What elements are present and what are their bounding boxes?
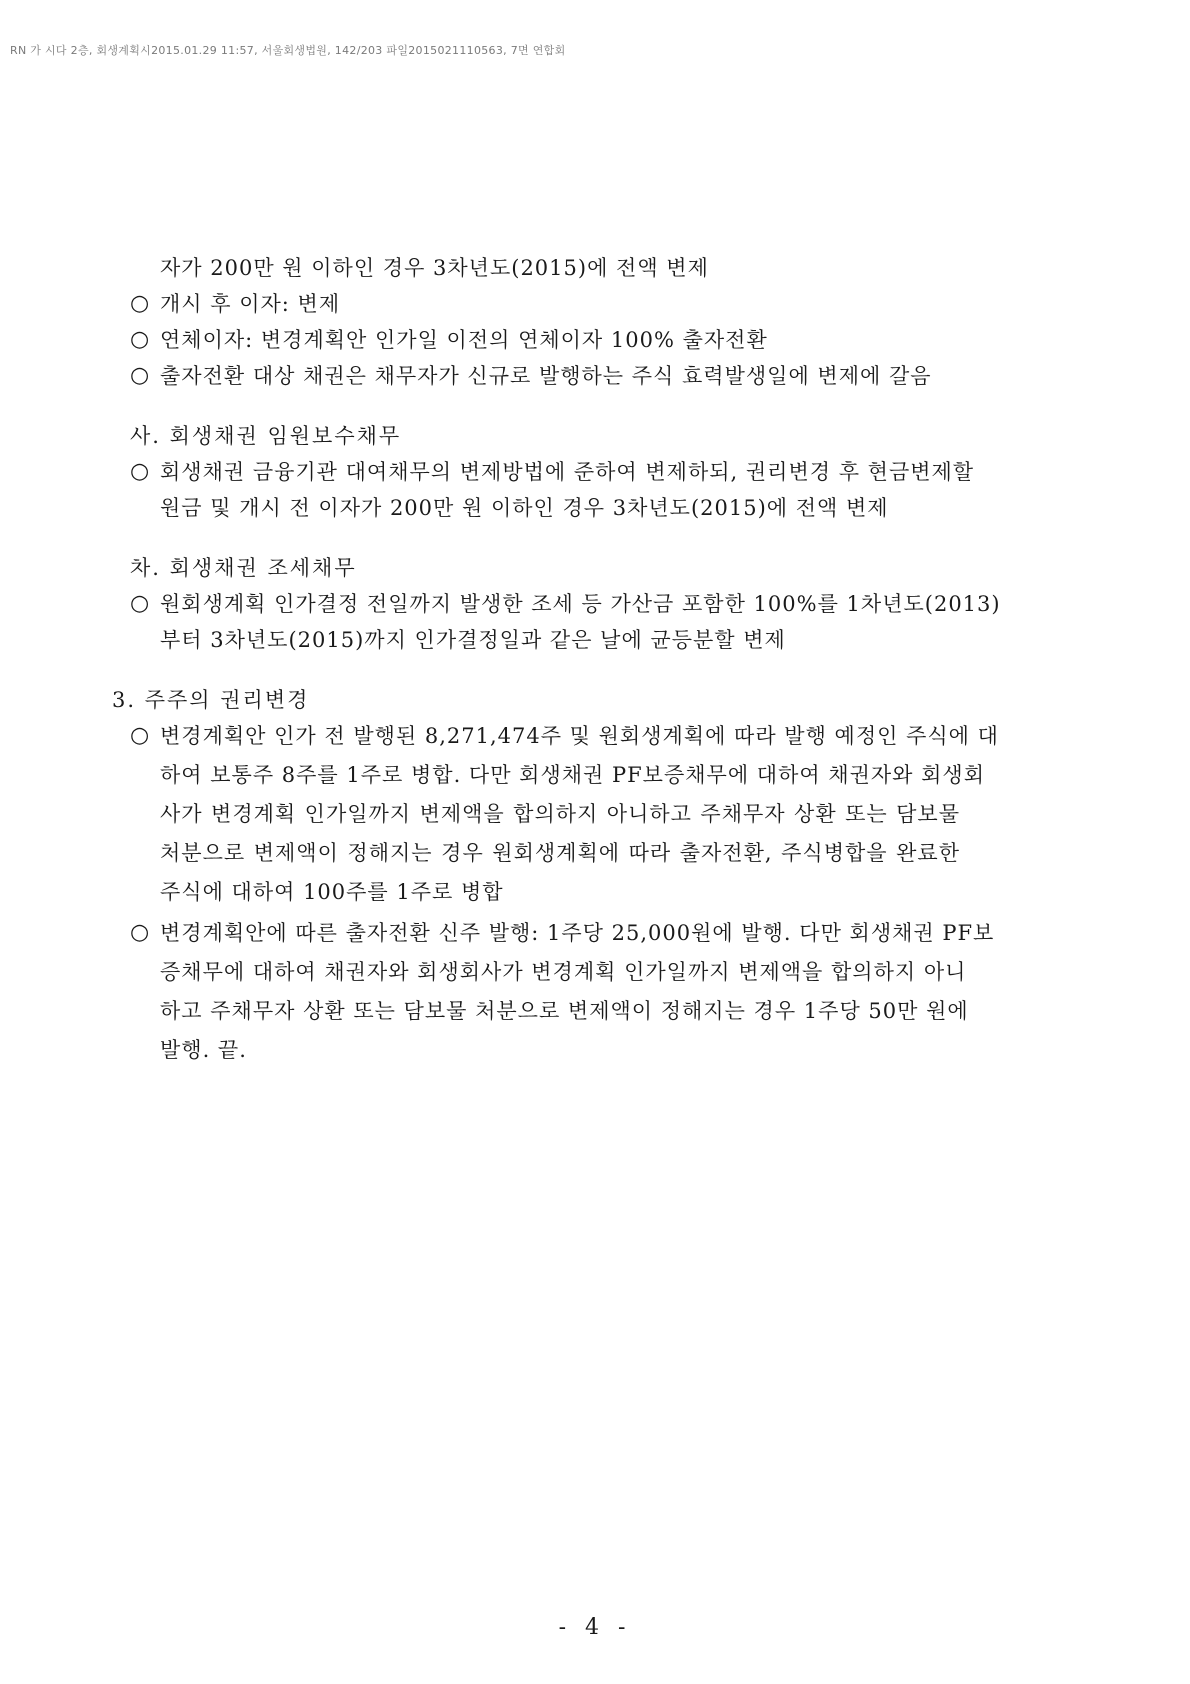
fax-transmission-header: RN 가 시다 2층, 회생계획시2015.01.29 11:57, 서울회생법원, 142/203 파일2015021110563, 7면 연합회 [10, 44, 566, 57]
bullet-circle-icon: ○ [130, 459, 150, 484]
section-3-bullet1-line-5: 주식에 대하여 100주를 1주로 병합 [160, 880, 504, 904]
section-3-bullet2-line-4: 발행. 끝. [160, 1038, 247, 1062]
section-sa-line-2: 원금 및 개시 전 이자가 200만 원 이하인 경우 3차년도(2015)에 전액 변제 [160, 496, 889, 520]
section-title-tax-obligations: 차. 회생채권 조세채무 [130, 556, 357, 580]
section-title-officer-compensation: 사. 회생채권 임원보수채무 [130, 424, 402, 448]
bullet-circle-icon: ○ [130, 363, 150, 388]
section-3-bullet2-line-2: 증채무에 대하여 채권자와 회생회사가 변경계획 인가일까지 변제액을 합의하지 아니 [160, 960, 967, 984]
bullet-item-post-interest: 개시 후 이자: 변제 [160, 292, 341, 316]
section-3-bullet1-line-1: 변경계획안 인가 전 발행된 8,271,474주 및 원회생계획에 따라 발행 예정인 주식에 대 [160, 724, 999, 748]
section-3-bullet2-line-3: 하고 주채무자 상환 또는 담보물 처분으로 변제액이 정해지는 경우 1주당 50만 원에 [160, 999, 969, 1023]
section-3-bullet1-line-2: 하여 보통주 8주를 1주로 병합. 다만 회생채권 PF보증채무에 대하여 채권자와 회생회 [160, 763, 985, 787]
section-cha-line-1: 원회생계획 인가결정 전일까지 발생한 조세 등 가산금 포함한 100%를 1차년도(2013) [160, 592, 1001, 616]
section-3-bullet1-line-3: 사가 변경계획 인가일까지 변제액을 합의하지 아니하고 주채무자 상환 또는 담보물 [160, 802, 960, 826]
section-title-shareholder-rights: 3. 주주의 권리변경 [112, 688, 310, 712]
section-cha-line-2: 부터 3차년도(2015)까지 인가결정일과 같은 날에 균등분할 변제 [160, 628, 786, 652]
section-3-bullet2-line-1: 변경계획안에 따른 출자전환 신주 발행: 1주당 25,000원에 발행. 다만 회생채권 PF보 [160, 921, 995, 945]
page-number: - 4 - [558, 1615, 632, 1640]
bullet-circle-icon: ○ [130, 291, 150, 316]
bullet-item-overdue-interest: 연체이자: 변경계획안 인가일 이전의 연체이자 100% 출자전환 [160, 328, 768, 352]
continuation-line: 자가 200만 원 이하인 경우 3차년도(2015)에 전액 변제 [160, 256, 709, 280]
bullet-circle-icon: ○ [130, 327, 150, 352]
section-3-bullet1-line-4: 처분으로 변제액이 정해지는 경우 원회생계획에 따라 출자전환, 주식병합을 완료한 [160, 841, 960, 865]
bullet-circle-icon: ○ [130, 723, 150, 748]
bullet-item-equity-conversion: 출자전환 대상 채권은 채무자가 신규로 발행하는 주식 효력발생일에 변제에 갈음 [160, 364, 932, 388]
section-sa-line-1: 회생채권 금융기관 대여채무의 변제방법에 준하여 변제하되, 권리변경 후 현금변제할 [160, 460, 975, 484]
bullet-circle-icon: ○ [130, 591, 150, 616]
bullet-circle-icon: ○ [130, 920, 150, 945]
